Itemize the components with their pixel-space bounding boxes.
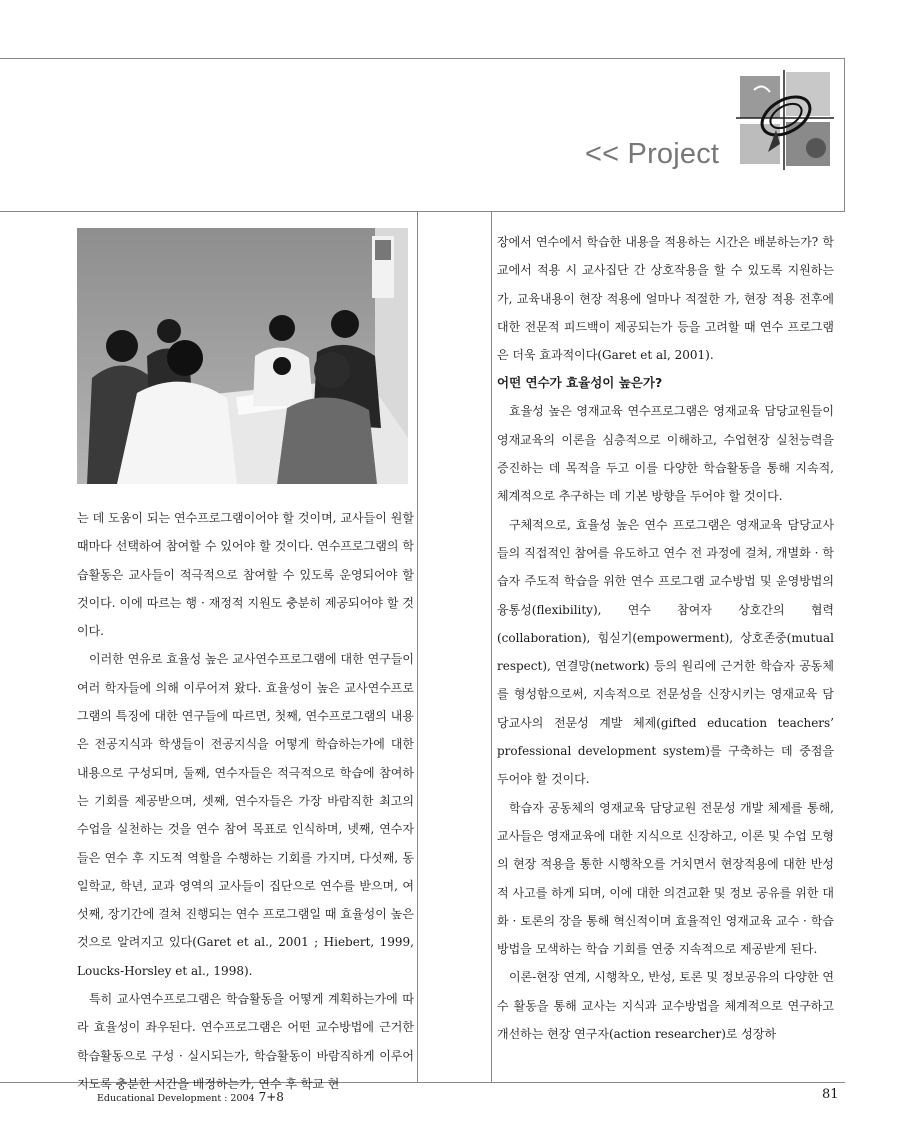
paragraph: 학습자 공동체의 영재교육 담당교원 전문성 개발 체제를 통해, 교사들은 영재교육에 대한 지식으로 신장하고, 이론 및 수업 모형의 현장 적용을 통한 시행착오를 거치면서 현장적용에 대한 반성적 사고를 하게 되며, 이에 대한 의견교환 및 정보 공유를 위한 대화 · 토론의 장을 통해 혁신적이며 효율적인 영재교육 교수 · 학습방법을 모색하는 학습 기회를 연중 지속적으로 제공받게 된다. [497,800,834,957]
paragraph: 이러한 연유로 효율성 높은 교사연수프로그램에 대한 연구들이 여러 학자들에 의해 이루어져 왔다. 효율성이 높은 교사연수프로그램의 특징에 대한 연구들에 따르면, 첫째, 연수프로그램의 내용은 전공지식과 학생들이 전공지식을 어떻게 학습하는가에 대한 내용으로 구성되며, 둘째, 연수자들은 적극적으로 학습에 참여하는 기회를 제공받으며, 셋째, 연수자들은 가장 바람직한 최고의 수업을 실천하는 것을 연수 참여 목표로 인식하며, 넷째, 연수자들은 연수 후 지도적 역할을 수행하는 기회를 가지며, 다섯째, 동일학교, 학년, 교과 영역의 교사들이 집단으로 연수를 받으며, 여섯째, 장기간에 걸쳐 진행되는 연수 프로그램일 때 효율성이 높은 것으로 알려지고 있다(Garet et al., 2001 ; Hiebert, 1999, Loucks-Horsley et al., 1998). [77,652,414,978]
left-column [77,504,414,1098]
column-divider-right [491,211,492,1083]
project-logo [736,70,834,170]
header-top-rule [0,58,845,59]
issue-number: 7+8 [258,1090,284,1104]
right-column [497,228,834,1048]
paragraph: 이론-현장 연계, 시행착오, 반성, 토론 및 정보공유의 다양한 연수 활동을 통해 교사는 지식과 교수방법을 체계적으로 연구하고 개선하는 현장 연구자(action researcher)로 성장하 [497,970,834,1042]
paragraph: 장에서 연수에서 학습한 내용을 적용하는 시간은 배분하는가? 학교에서 적용 시 교사집단 간 상호작용을 할 수 있도록 지원하는 가, 교육내용이 현장 적용에 얼마나 적절한 가, 현장 적용 전후에 대한 전문적 피드백이 제공되는가 등을 고려할 때 연수 프로그램은 더욱 효과적이다(Garet et al, 2001). [497,235,834,363]
section-heading: 어떤 연수가 효율성이 높은가? [497,375,663,391]
footer-publication [97,1090,284,1104]
paragraph: 구체적으로, 효율성 높은 연수 프로그램은 영재교육 담당교사들의 직접적인 참여를 유도하고 연수 전 과정에 걸쳐, 개별화 · 학습자 주도적 학습을 위한 연수 프로그램 교수방법 및 운영방법의 융통성(flexibility), 연수 참여자 상호간의 협력(collaboration), 힘싣기(empowerment), 상호존중(mutual respect), 연결망(network) 등의 원리에 근거한 학습자 공동체를 형성함으로써, 지속적으로 전문성을 신장시키는 영재교육 담당교사의 전문성 계발 체제(gifted education teachers’ professional development system)를 구축하는 데 중점을 두어야 할 것이다. [497,517,834,787]
workshop-photo [77,228,408,484]
paragraph: 효율성 높은 영재교육 연수프로그램은 영재교육 담당교원들이 영재교육의 이론을 심층적으로 이해하고, 수업현장 실천능력을 증진하는 데 목적을 두고 이를 다양한 학습활동을 통해 지속적, 체계적으로 추구하는 데 기본 방향을 두어야 할 것이다. [497,404,834,504]
page-number: 81 [822,1087,839,1102]
publication-name: Educational Development : 2004 [97,1093,255,1104]
paragraph: 특히 교사연수프로그램은 학습활동을 어떻게 계획하는가에 따라 효율성이 좌우된다. 연수프로그램은 어떤 교수방법에 근거한 학습활동으로 구성 · 실시되는가, 학습활동이 바람직하게 이루어지도록 충분한 시간을 배정하는가, 연수 후 학교 현 [77,992,414,1091]
column-divider-left [417,211,418,1083]
header-bottom-rule [0,211,845,212]
section-title: << Project [585,138,720,170]
paragraph: 는 데 도움이 되는 연수프로그램이어야 할 것이며, 교사들이 원할 때마다 선택하여 참여할 수 있어야 할 것이다. 연수프로그램의 학습활동은 교사들이 적극적으로 참여할 수 있도록 운영되어야 할 것이다. 이에 따르는 행 · 재정적 지원도 충분히 제공되어야 할 것이다. [77,511,414,639]
header-right-rule [844,58,845,212]
